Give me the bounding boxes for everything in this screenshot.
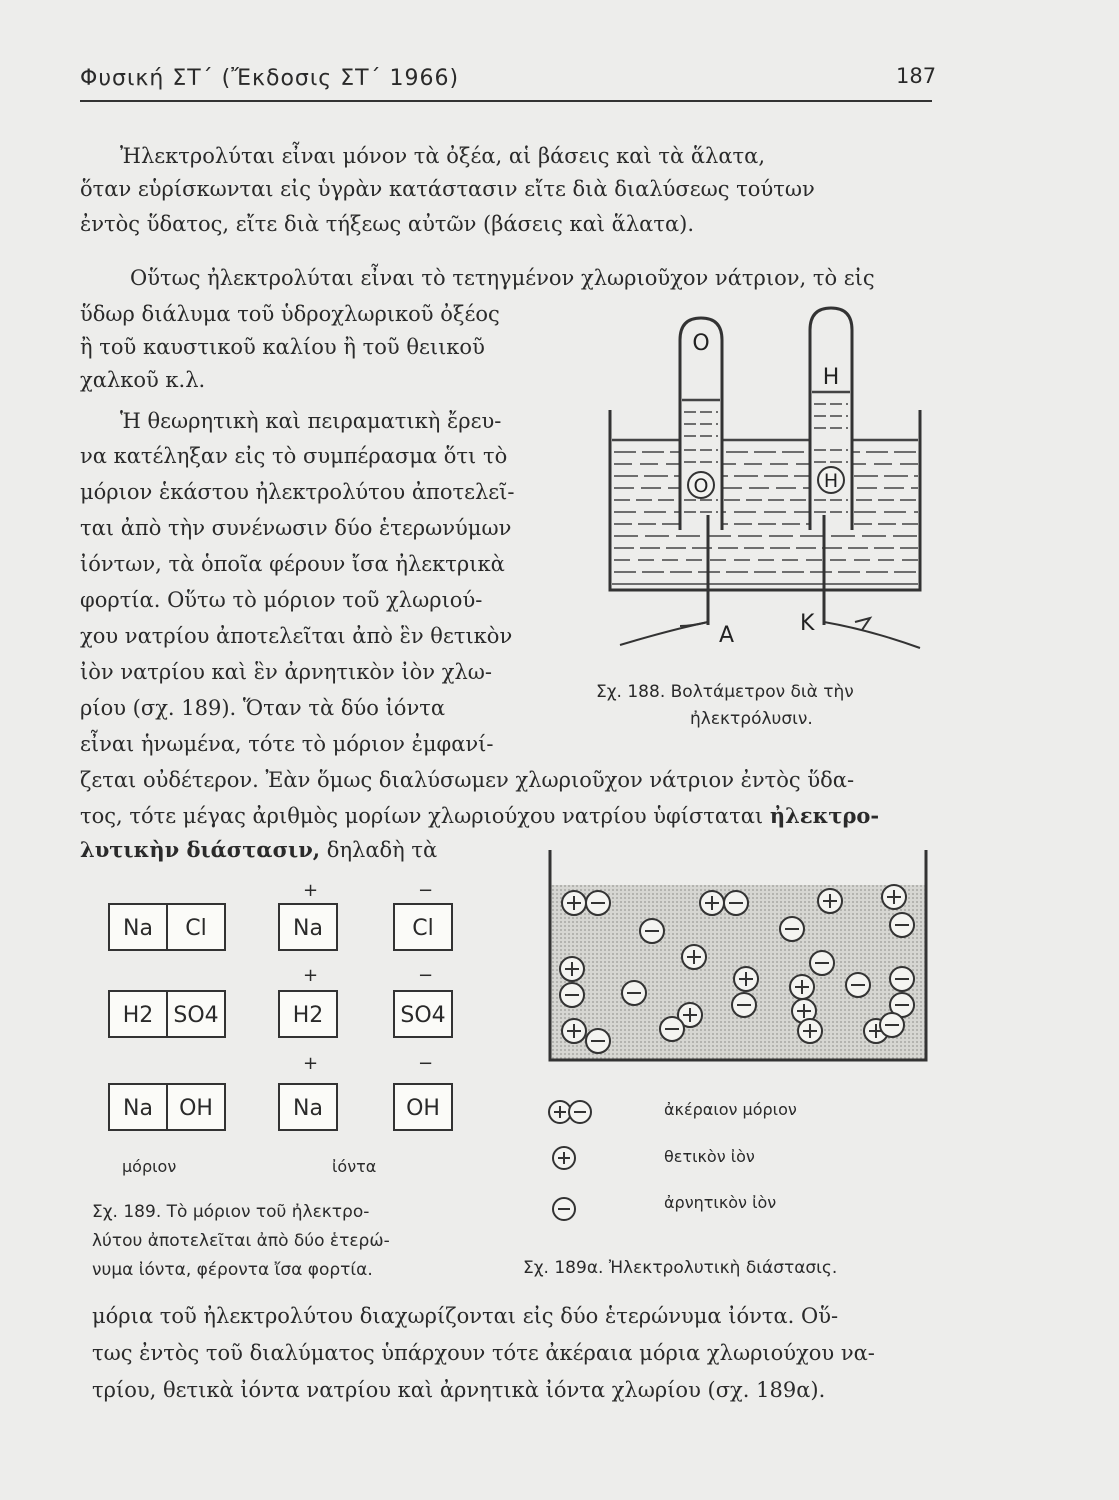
sign-minus-2: − bbox=[418, 965, 434, 986]
ion-left-label: O bbox=[693, 475, 709, 497]
molecule-nacl-cation: Na bbox=[110, 905, 168, 949]
ion-na-2: Na bbox=[278, 1083, 338, 1131]
tube-right bbox=[810, 308, 852, 530]
p1-line-3: ἐντὸς ὕδατος, εἴτε διὰ τήξεως αὐτῶν (βάσεις καὶ ἅλατα). bbox=[80, 212, 695, 236]
p1-line-1: Ἠλεκτρολύται εἶναι μόνον τὰ ὀξέα, αἱ βάσεις καὶ τὰ ἅλατα, bbox=[120, 144, 766, 168]
fig189-caption-2: λύτου ἀποτελεῖται ἀπὸ δύο ἑτερώ- bbox=[92, 1231, 390, 1251]
p3-line-9: ρίου (σχ. 189). Ὅταν τὰ δύο ἰόντα bbox=[80, 696, 446, 720]
legend-molecule-label: ἀκέραιον μόριον bbox=[664, 1100, 797, 1119]
ion-so4: SO4 bbox=[393, 990, 453, 1038]
electrode-left-label: A bbox=[719, 623, 735, 648]
p3-line-7: χου νατρίου ἀποτελεῖται ἀπὸ ἓν θετικὸν bbox=[80, 624, 513, 648]
p3-line-4: ται ἀπὸ τὴν συνένωσιν δύο ἑτερωνύμων bbox=[80, 516, 512, 540]
legend-positive-label: θετικὸν ἰὸν bbox=[664, 1147, 755, 1166]
ion-oh: OH bbox=[393, 1083, 453, 1131]
label-ions: ἰόντα bbox=[332, 1157, 377, 1176]
molecule-nacl bbox=[108, 903, 226, 951]
legend-negative-symbol bbox=[553, 1198, 575, 1220]
p3-line-2: να κατέληξαν εἰς τὸ συμπέρασμα ὅτι τὸ bbox=[80, 444, 508, 468]
ion-cl: Cl bbox=[393, 903, 453, 951]
p2-line-3: ἢ τοῦ καυστικοῦ καλίου ἢ τοῦ θειικοῦ bbox=[80, 335, 485, 359]
p3-line-11: ζεται οὐδέτερον. Ἐὰν ὅμως διαλύσωμεν χλωριοῦχον νάτριον ἐντὸς ὕδα- bbox=[80, 768, 855, 792]
page-number: 187 bbox=[896, 64, 937, 88]
p3-line-3: μόριον ἑκάστου ἠλεκτρολύτου ἀποτελεῖ- bbox=[80, 480, 515, 504]
tube-right-label: H bbox=[822, 365, 840, 390]
sign-minus-1: − bbox=[418, 880, 434, 901]
p3-line-6: φορτία. Οὕτω τὸ μόριον τοῦ χλωριού- bbox=[80, 588, 483, 612]
sign-plus-2: + bbox=[303, 965, 319, 986]
p3-line-8: ἰὸν νατρίου καὶ ἓν ἀρνητικὸν ἰὸν χλω- bbox=[80, 660, 492, 684]
molecule-h2so4-anion: SO4 bbox=[173, 1003, 219, 1028]
liquid-lines bbox=[612, 440, 918, 584]
wire-right bbox=[824, 622, 920, 648]
molecule-naoh bbox=[108, 1083, 226, 1131]
p4-line-3: τρίου, θετικὰ ἰόντα νατρίου καὶ ἀρνητικὰ ἰόντα χλωρίου (σχ. 189α). bbox=[92, 1378, 826, 1402]
sign-minus-3: − bbox=[418, 1053, 434, 1074]
legend-positive-symbol bbox=[553, 1147, 575, 1169]
molecule-nacl-anion: Cl bbox=[185, 916, 207, 941]
fig188-caption-2: ἠλεκτρόλυσιν. bbox=[690, 709, 813, 729]
legend-molecule-symbol bbox=[549, 1101, 591, 1123]
vessel-outline bbox=[610, 410, 920, 590]
p2-line-4: χαλκοῦ κ.λ. bbox=[80, 368, 206, 392]
fig188-caption-1: Σχ. 188. Βολτάμετρον διὰ τὴν bbox=[596, 682, 854, 702]
header-rule bbox=[80, 100, 932, 102]
p3-line-13-text: δηλαδὴ τὰ bbox=[326, 838, 438, 862]
p2-line-1: Οὕτως ἠλεκτρολύται εἶναι τὸ τετηγμένον χλωριοῦχον νάτριον, τὸ εἰς bbox=[130, 266, 875, 290]
fig189a-solution bbox=[540, 845, 940, 1065]
sign-plus-1: + bbox=[303, 880, 319, 901]
p3-line-12-text: τος, τότε μέγας ἀριθμὸς μορίων χλωριούχου νατρίου ὑφίσταται bbox=[80, 804, 764, 828]
fig189a-caption: Σχ. 189α. Ἠλεκτρολυτικὴ διάστασις. bbox=[523, 1258, 838, 1278]
p1-line-2: ὅταν εὑρίσκωνται εἰς ὑγρὰν κατάστασιν εἴτε διὰ διαλύσεως τούτων bbox=[80, 177, 815, 201]
p4-line-2: τως ἐντὸς τοῦ διαλύματος ὑπάρχουν τότε ἀκέραια μόρια χλωριούχου να- bbox=[92, 1341, 875, 1365]
ion-na-1: Na bbox=[278, 903, 338, 951]
p4-line-1: μόρια τοῦ ἠλεκτρολύτου διαχωρίζονται εἰς δύο ἑτερώνυμα ἰόντα. Οὕ- bbox=[92, 1304, 839, 1328]
fig189a-legend-symbols bbox=[548, 1097, 592, 1227]
molecule-naoh-cation: Na bbox=[110, 1085, 168, 1129]
ion-right-label: H bbox=[823, 470, 839, 492]
fig188-voltameter bbox=[600, 300, 940, 670]
p3-line-10: εἶναι ἡνωμένα, τότε τὸ μόριον ἐμφανί- bbox=[80, 732, 494, 756]
legend-negative-label: ἀρνητικὸν ἰὸν bbox=[664, 1193, 777, 1212]
sign-plus-3: + bbox=[303, 1053, 319, 1074]
molecule-naoh-anion: OH bbox=[179, 1096, 213, 1121]
tube-left-label: O bbox=[692, 331, 710, 356]
p3-line-5: ἰόντων, τὰ ὁποῖα φέρουν ἴσα ἠλεκτρικὰ bbox=[80, 552, 505, 576]
p3-bold-term-start: λυτικὴν διάστασιν, bbox=[80, 837, 321, 862]
p3-line-12 bbox=[80, 800, 879, 833]
fig189-molecules bbox=[100, 855, 460, 1185]
running-header: Φυσική ΣΤ΄ (Ἔκδοσις ΣΤ΄ 1966) bbox=[80, 66, 460, 91]
ion-h2: H2 bbox=[278, 990, 338, 1038]
p3-bold-term-end: ἠλεκτρο- bbox=[769, 803, 880, 828]
molecule-h2so4-cation: H2 bbox=[110, 992, 168, 1036]
electrode-right-label: K bbox=[800, 611, 815, 636]
p2-line-2: ὕδωρ διάλυμα τοῦ ὑδροχλωρικοῦ ὀξέος bbox=[80, 302, 500, 326]
fig189-caption-1: Σχ. 189. Τὸ μόριον τοῦ ἠλεκτρο- bbox=[92, 1202, 370, 1222]
label-molecule: μόριον bbox=[122, 1157, 177, 1176]
p3-line-1: Ἡ θεωρητικὴ καὶ πειραματικὴ ἔρευ- bbox=[120, 409, 502, 433]
fig189-caption-3: νυμα ἰόντα, φέροντα ἴσα φορτία. bbox=[92, 1260, 373, 1280]
molecule-h2so4 bbox=[108, 990, 226, 1038]
